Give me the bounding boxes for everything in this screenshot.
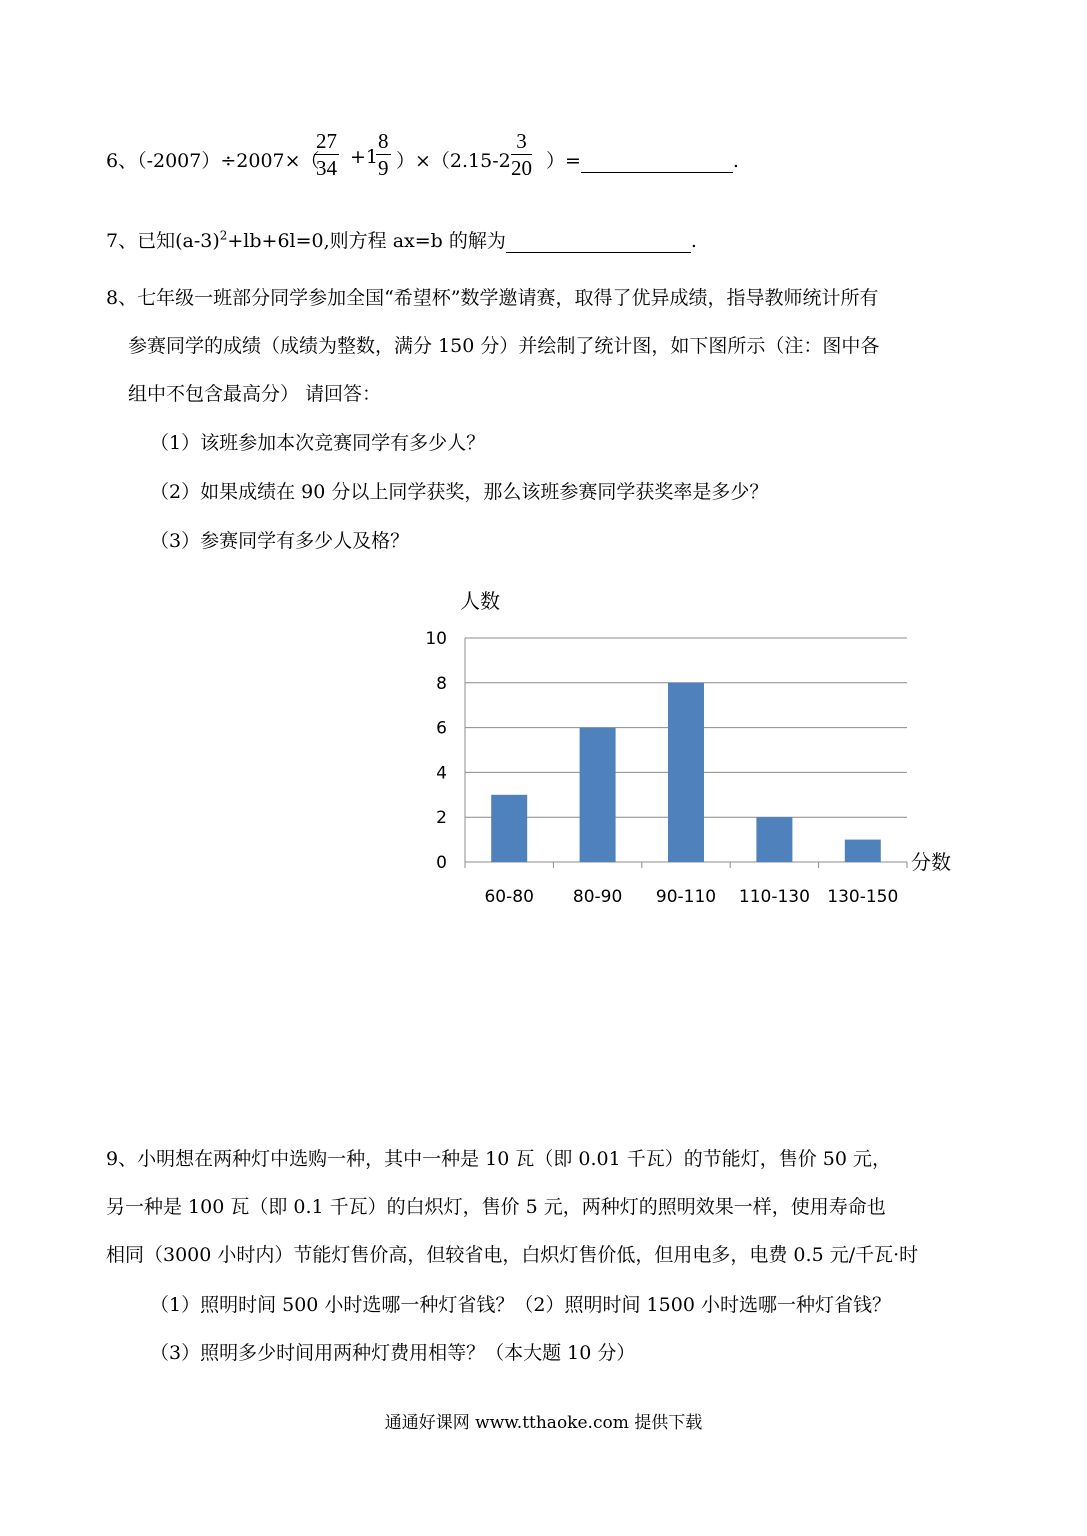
bar: [580, 728, 616, 862]
x-tick-label: 110-130: [738, 887, 810, 907]
fraction-numerator: 8: [378, 129, 389, 153]
x-tick-label: 60-80: [484, 887, 534, 907]
fraction-denominator: 20: [511, 156, 532, 180]
y-tick-label: 8: [436, 673, 447, 694]
q7-text: [106, 226, 697, 253]
score-bar-chart: [400, 580, 960, 910]
fraction-numerator: 3: [511, 128, 532, 155]
x-tick-label: 80-90: [572, 887, 623, 907]
q9-line-1: 9、小明想在两种灯中选购一种，其中一种是 10 瓦（即 0.01 千瓦）的节能灯，售价 50 元，: [106, 1148, 891, 1170]
y-tick-label: 4: [436, 763, 447, 784]
fraction-denominator: 34: [316, 156, 337, 180]
y-tick-label: 0: [436, 853, 447, 873]
y-tick-label: 6: [436, 718, 447, 739]
q6-fraction-1: [314, 128, 339, 181]
x-axis-title: 分数: [911, 850, 951, 874]
y-tick-label: 2: [436, 808, 447, 829]
q8-sub-3: （3）参赛同学有多少人及格？: [150, 530, 410, 552]
q6-fraction-3: [511, 128, 532, 181]
q8-line-3: 组中不包含最高分） 请回答：: [128, 383, 382, 405]
y-tick-label: 10: [425, 629, 447, 649]
q9-line-3: 相同（3000 小时内）节能灯售价高，但较省电，白炽灯售价低，但用电多，电费 0.5 元/千瓦·时: [106, 1244, 919, 1266]
q6-prefix: 6、（-2007）÷2007×（: [106, 150, 320, 172]
bar: [845, 840, 881, 862]
answer-blank[interactable]: [506, 230, 691, 253]
answer-blank[interactable]: [581, 150, 733, 173]
q9-sub-2: （3）照明多少时间用两种灯费用相等？（本大题 10 分）: [150, 1342, 636, 1364]
q6-period: .: [732, 150, 739, 172]
q9-line-2: 另一种是 100 瓦（即 0.1 千瓦）的白炽灯，售价 5 元，两种灯的照明效果一样，使用寿命也: [106, 1196, 886, 1218]
footer-source: 通通好课网 www.tthaoke.com 提供下载: [384, 1413, 703, 1433]
q8-sub-1: （1）该班参加本次竞赛同学有多少人？: [150, 432, 486, 454]
q7-rest: +lb+6l=0,则方程 ax=b 的解为: [227, 230, 506, 252]
bar: [491, 795, 527, 862]
q8-line-1: 8、七年级一班部分同学参加全国“希望杯”数学邀请赛，取得了优异成绩，指导教师统计所有: [106, 287, 879, 309]
bar: [756, 817, 792, 862]
q6-fraction-2: [376, 128, 391, 181]
q6-suffix: [546, 146, 739, 173]
x-tick-label: 130-150: [827, 887, 899, 907]
q6-plus: +1: [350, 146, 379, 168]
q7-period: .: [690, 230, 697, 252]
q7-prefix: 7、已知(a-3): [106, 230, 220, 252]
fraction-denominator: 9: [378, 156, 389, 180]
y-axis-title: 人数: [460, 589, 500, 613]
q8-sub-2: （2）如果成绩在 90 分以上同学获奖，那么该班参赛同学获奖率是多少？: [150, 481, 769, 503]
fraction-numerator: 27: [316, 129, 337, 153]
q7-exponent: 2: [219, 228, 228, 243]
q9-sub-1: （1）照明时间 500 小时选哪一种灯省钱？（2）照明时间 1500 小时选哪一种灯省钱？: [150, 1294, 891, 1316]
bar: [668, 683, 704, 862]
q6-middle: ）×（2.15-2: [396, 150, 511, 172]
x-tick-label: 90-110: [655, 887, 717, 907]
q8-line-2: 参赛同学的成绩（成绩为整数，满分 150 分）并绘制了统计图，如下图所示（注：图中各: [128, 335, 880, 357]
q6-equals: ）=: [546, 150, 581, 172]
